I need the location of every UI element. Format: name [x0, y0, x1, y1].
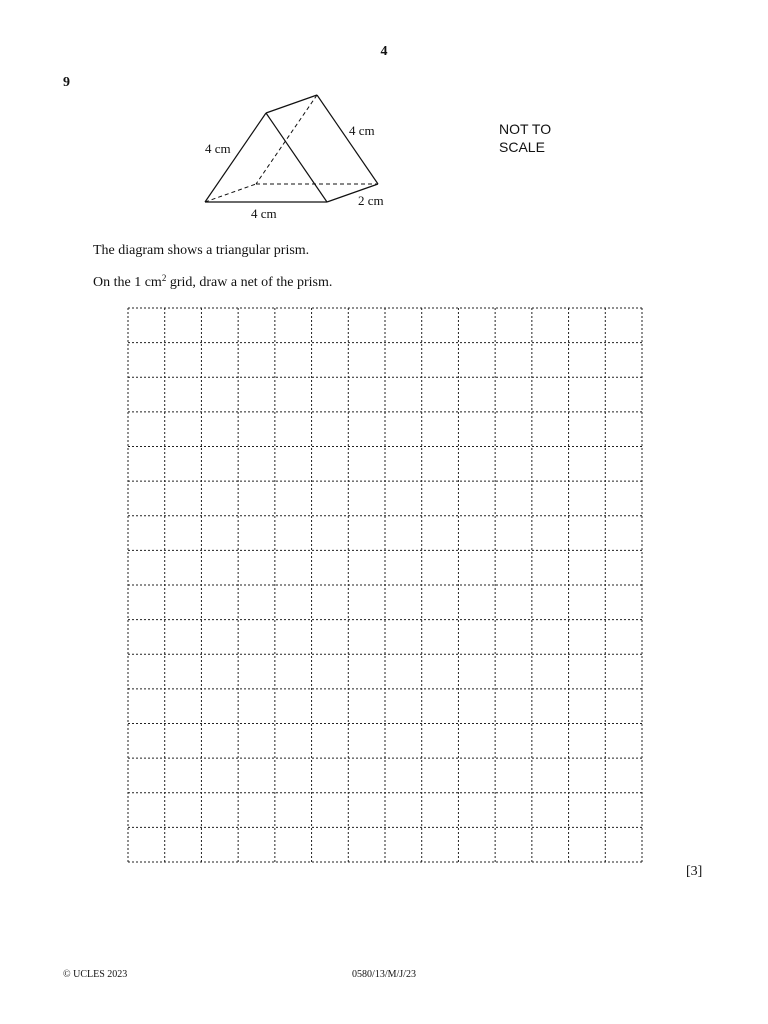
- footer-copyright: © UCLES 2023: [63, 969, 128, 980]
- page-number: 4: [380, 44, 388, 59]
- instruction-superscript: 2: [161, 273, 167, 283]
- footer-paper-code: 0580/13/M/J/23: [352, 969, 416, 980]
- label-depth-edge: 2 cm: [358, 193, 384, 208]
- label-bottom-edge: 4 cm: [251, 206, 277, 221]
- prism-top-ridge-edge: [266, 95, 317, 113]
- not-to-scale-line1: NOT TO: [499, 121, 552, 137]
- label-left-edge: 4 cm: [205, 141, 231, 156]
- prism-back-right-edge: [317, 95, 378, 184]
- not-to-scale-line2: SCALE: [499, 139, 545, 155]
- not-to-scale-note: [499, 120, 551, 156]
- prism-hidden-back-left-edge: [256, 95, 317, 184]
- question-statement: The diagram shows a triangular prism.: [93, 243, 310, 258]
- answer-grid[interactable]: [128, 308, 642, 862]
- prism-front-right-edge: [266, 113, 327, 202]
- prism-hidden-bottom-left-edge: [205, 184, 256, 202]
- prism-front-left-edge: [205, 113, 266, 202]
- triangular-prism-diagram: [190, 85, 400, 225]
- question-number: 9: [63, 75, 70, 90]
- question-instruction: [93, 275, 332, 291]
- label-top-edge: 4 cm: [349, 123, 375, 138]
- instruction-suffix: grid, draw a net of the prism.: [166, 275, 333, 290]
- instruction-prefix: On the 1 cm: [93, 275, 162, 290]
- marks-indicator: [3]: [686, 864, 703, 879]
